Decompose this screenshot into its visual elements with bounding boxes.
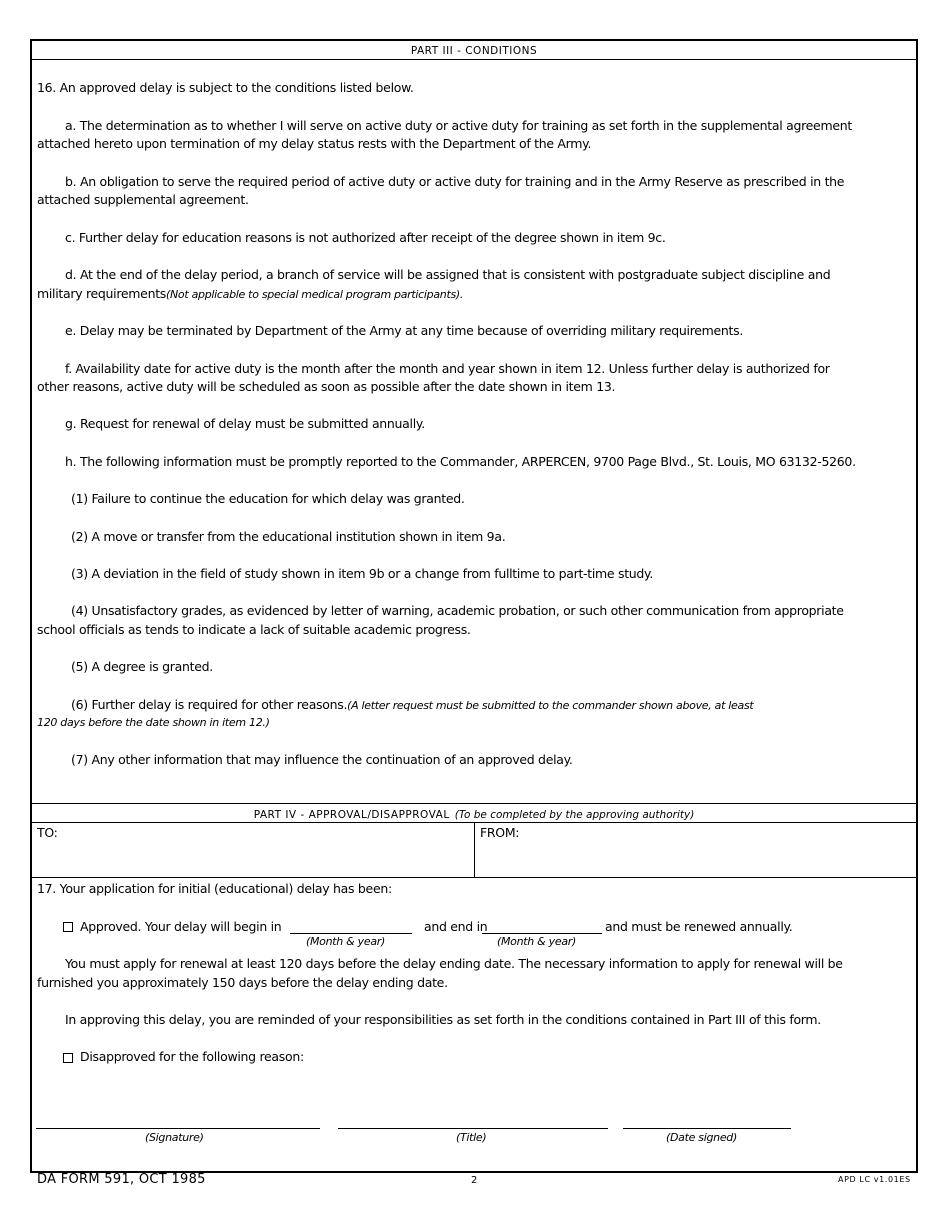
part3-title: PART III - CONDITIONS — [410, 45, 538, 57]
renewal-line1: You must apply for renewal at least 120 days before the delay ending date. The necessary information to apply for renewal will be — [65, 956, 843, 971]
cond-b-line1: b. An obligation to serve the required period of active duty or active duty for training and in the Army Reserve as prescribed in the — [65, 174, 845, 189]
cond-a-line2: attached hereto upon termination of my delay status rests with the Department of the Army. — [37, 136, 592, 151]
part4-header — [32, 804, 916, 822]
from-label: FROM: — [480, 825, 520, 840]
cond-f-line2: other reasons, active duty will be scheduled as soon as possible after the date shown in item 13. — [37, 379, 616, 394]
cond-h4-line1: (4) Unsatisfactory grades, as evidenced by letter of warning, academic probation, or such other communication from appropriate — [71, 603, 844, 618]
cond-h7: (7) Any other information that may influence the continuation of an approved delay. — [71, 752, 573, 767]
form-page — [30, 39, 918, 1173]
form-identifier: DA FORM 591, OCT 1985 — [37, 1172, 206, 1187]
cond-h1: (1) Failure to continue the education for which delay was granted. — [71, 491, 465, 506]
divider — [474, 822, 475, 877]
divider — [32, 59, 916, 60]
cond-d-line1: d. At the end of the delay period, a branch of service will be assigned that is consistent with postgraduate subject discipline and — [65, 267, 831, 282]
renewal-line2: furnished you approximately 150 days before the delay ending date. — [37, 975, 448, 990]
cond-h6-text: (6) Further delay is required for other reasons. — [71, 697, 348, 712]
item16-text: 16. An approved delay is subject to the conditions listed below. — [37, 80, 414, 95]
cond-h4-line2: school officials as tends to indicate a lack of suitable academic progress. — [37, 622, 471, 637]
disapproved-text: Disapproved for the following reason: — [80, 1049, 304, 1064]
cond-h5: (5) A degree is granted. — [71, 659, 213, 674]
approved-text-b: and end in — [424, 919, 488, 934]
item17-text: 17. Your application for initial (educational) delay has been: — [37, 881, 392, 896]
disapproved-checkbox[interactable] — [63, 1053, 73, 1063]
date-signed-caption: (Date signed) — [666, 1131, 737, 1144]
cond-a-line1: a. The determination as to whether I will serve on active duty or active duty for training as set forth in the supplemental agreement — [65, 118, 852, 133]
title-caption: (Title) — [456, 1131, 487, 1144]
divider — [32, 877, 916, 878]
cond-h6-line2: 120 days before the date shown in item 12.) — [37, 716, 270, 729]
cond-c: c. Further delay for education reasons is not authorized after receipt of the degree shown in item 9c. — [65, 230, 666, 245]
cond-f-line1: f. Availability date for active duty is the month after the month and year shown in item 12. Unless further delay is authorized for — [65, 361, 830, 376]
end-date-caption: (Month & year) — [497, 935, 576, 948]
to-label: TO: — [37, 825, 58, 840]
cond-h: h. The following information must be promptly reported to the Commander, ARPERCEN, 9700 Page Blvd., St. Louis, MO 63132-5260. — [65, 454, 856, 469]
cond-d-line2 — [37, 285, 463, 304]
cond-b-line2: attached supplemental agreement. — [37, 192, 249, 207]
reminder-text: In approving this delay, you are reminded of your responsibilities as set forth in the conditions contained in Part III of this form. — [65, 1012, 821, 1027]
approved-checkbox[interactable] — [63, 922, 73, 932]
part4-title: PART IV - APPROVAL/DISAPPROVAL — [253, 809, 450, 821]
page-number: 2 — [471, 1175, 478, 1186]
cond-e: e. Delay may be terminated by Department of the Army at any time because of overriding military requirements. — [65, 323, 744, 338]
part4-title-note: (To be completed by the approving authority) — [454, 809, 695, 821]
approved-text-a: Approved. Your delay will begin in — [80, 919, 282, 934]
cond-d-text: military requirements — [37, 286, 167, 301]
cond-h6-line1 — [71, 696, 753, 715]
cond-h2: (2) A move or transfer from the educational institution shown in item 9a. — [71, 529, 506, 544]
begin-date-caption: (Month & year) — [306, 935, 385, 948]
cond-d-note: (Not applicable to special medical program participants). — [166, 288, 464, 301]
cond-g: g. Request for renewal of delay must be submitted annually. — [65, 416, 425, 431]
cond-h3: (3) A deviation in the field of study shown in item 9b or a change from fulltime to part-time study. — [71, 566, 654, 581]
signature-caption: (Signature) — [145, 1131, 204, 1144]
form-version: APD LC v1.01ES — [838, 1175, 911, 1184]
approved-text-c: and must be renewed annually. — [605, 919, 793, 934]
cond-h6-note: (A letter request must be submitted to the commander shown above, at least — [347, 699, 754, 712]
